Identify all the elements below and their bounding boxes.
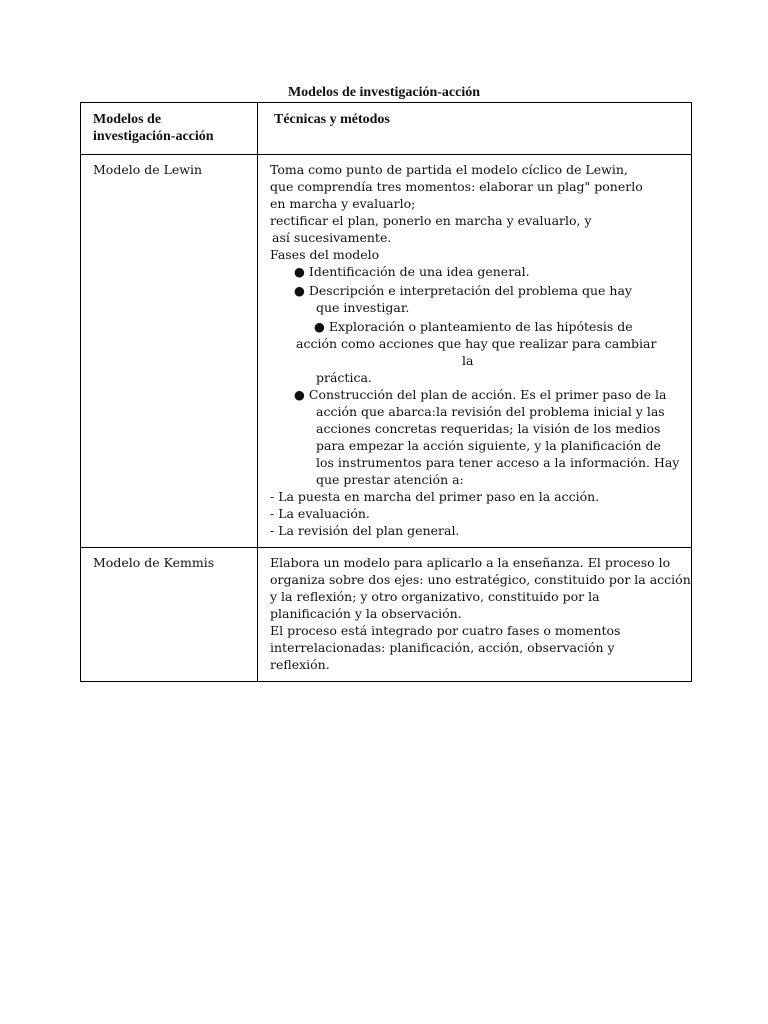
model-name-cell — [81, 548, 258, 682]
text-line: planificación y la observación. — [270, 606, 462, 621]
header-models-line2: investigación-acción — [93, 129, 214, 144]
bullet-continuation: para empezar la acción siguiente, y la planificación de — [316, 438, 661, 453]
model-description-cell — [258, 155, 692, 548]
table-row-lewin — [81, 155, 692, 548]
bullet-item: ● Exploración o planteamiento de las hipótesis de — [314, 319, 633, 334]
header-techniques — [258, 103, 692, 155]
bullet-item: ● Construcción del plan de acción. Es el primer paso de la — [294, 387, 667, 402]
bullet-continuation: acción que abarca:la revisión del problema inicial y las — [316, 404, 665, 419]
bullet-item: ● Descripción e interpretación del problema que hay — [294, 283, 632, 298]
model-name: Modelo de Lewin — [93, 162, 203, 177]
model-name: Modelo de Kemmis — [93, 555, 215, 570]
text-line: reflexión. — [270, 657, 330, 672]
models-table — [80, 102, 692, 682]
text-line: así sucesivamente. — [272, 230, 392, 245]
dash-item: - La revisión del plan general. — [270, 523, 460, 538]
text-line: en marcha y evaluarlo; — [270, 196, 416, 211]
text-line: interrelacionadas: planificación, acción, observación y — [270, 640, 615, 655]
bullet-continuation: la — [462, 353, 474, 368]
text-line: Elabora un modelo para aplicarlo a la enseñanza. El proceso lo — [270, 555, 671, 570]
bullet-continuation: que investigar. — [316, 300, 410, 315]
text-line: y la reflexión; y otro organizativo, constituido por la — [270, 589, 600, 604]
phases-heading: Fases del modelo — [270, 247, 380, 262]
bullet-continuation: acciones concretas requeridas; la visión de los medios — [316, 421, 661, 436]
bullet-continuation: acción como acciones que hay que realizar para cambiar — [296, 336, 657, 351]
text-line: rectificar el plan, ponerlo en marcha y evaluarlo, y — [270, 213, 592, 228]
text-line: Toma como punto de partida el modelo cíclico de Lewin, — [270, 162, 628, 177]
header-models-line1: Modelos de — [93, 112, 162, 127]
header-models — [81, 103, 258, 155]
model-name-cell — [81, 155, 258, 548]
bullet-item: ● Identificación de una idea general. — [294, 264, 530, 279]
text-line: El proceso está integrado por cuatro fases o momentos — [270, 623, 621, 638]
dash-item: - La puesta en marcha del primer paso en la acción. — [270, 489, 600, 504]
document-title: Modelos de investigación-acción — [287, 85, 481, 100]
header-techniques-label: Técnicas y métodos — [274, 112, 390, 127]
model-description-cell — [258, 548, 692, 682]
table-header-row — [81, 103, 692, 155]
bullet-continuation: los instrumentos para tener acceso a la información. Hay — [316, 455, 680, 470]
text-line: organiza sobre dos ejes: uno estratégico, constituido por la acción — [270, 572, 691, 587]
dash-item: - La evaluación. — [270, 506, 370, 521]
bullet-continuation: práctica. — [316, 370, 372, 385]
text-line: que comprendía tres momentos: elaborar un plag" ponerlo — [270, 179, 643, 194]
bullet-continuation: que prestar atención a: — [316, 472, 464, 487]
table-row-kemmis — [81, 548, 692, 682]
